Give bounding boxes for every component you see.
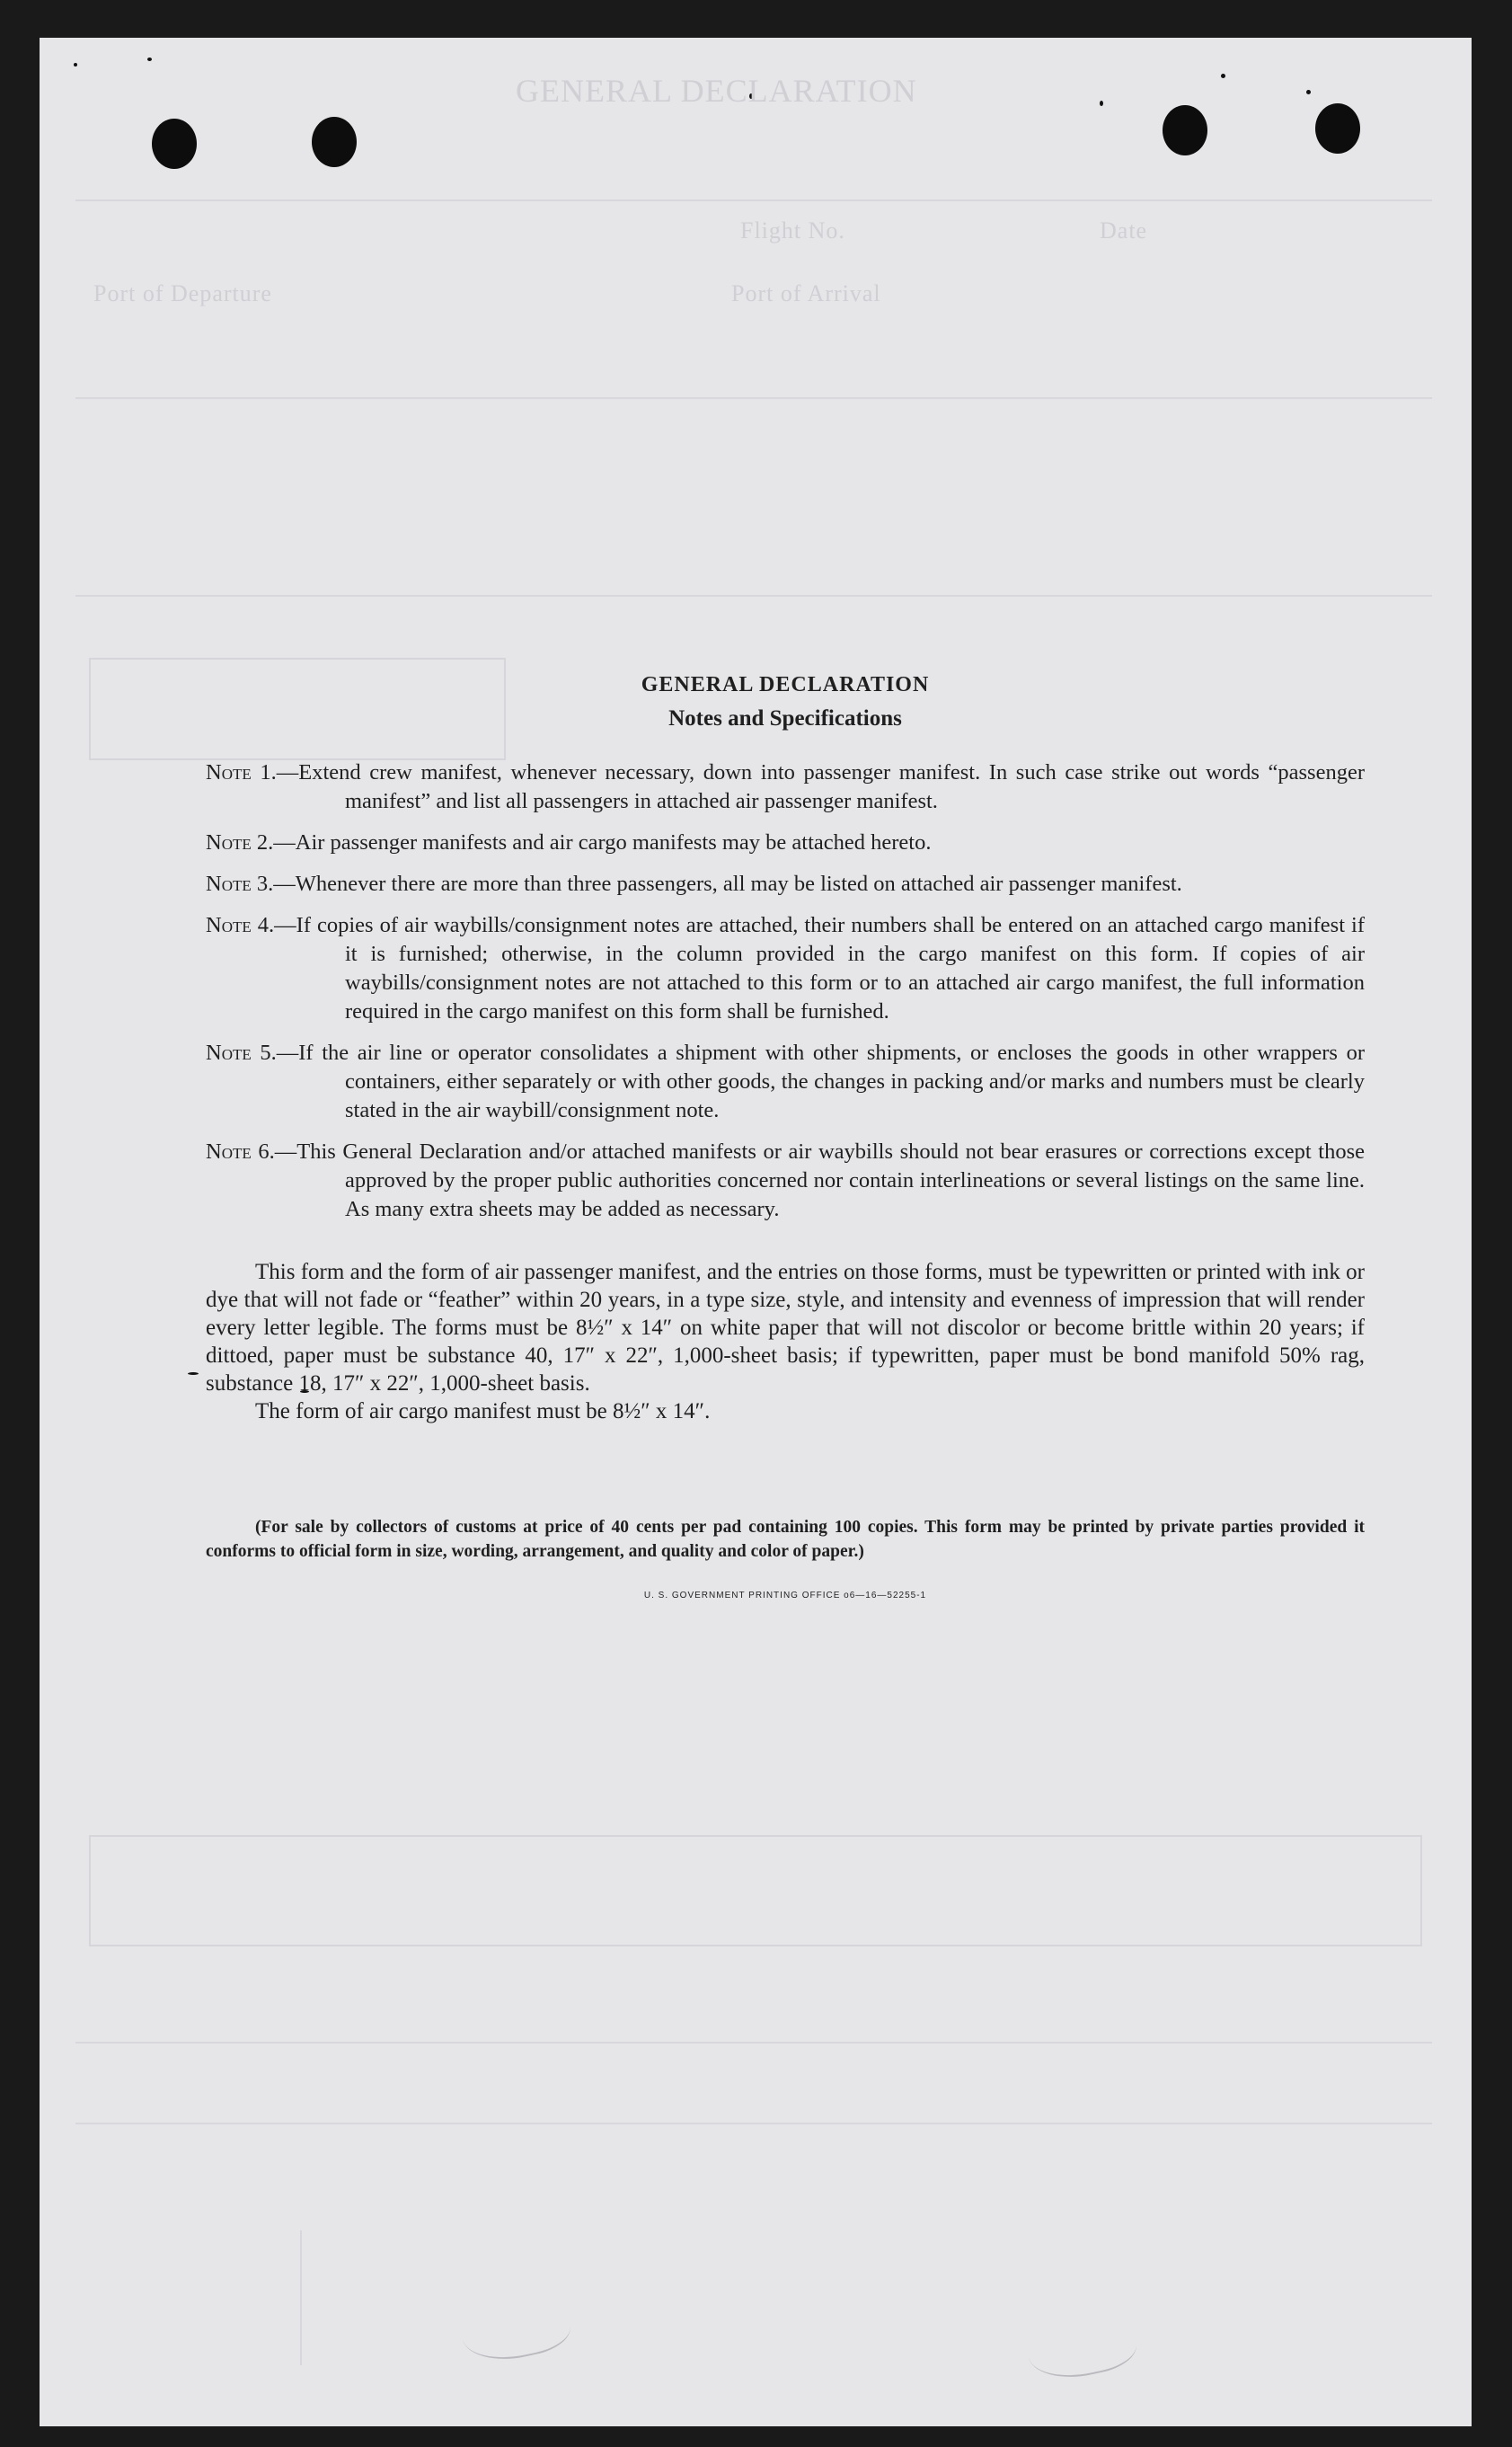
bleed-through-header: GENERAL DECLARATION bbox=[516, 73, 917, 109]
note-text: —Air passenger manifests and air cargo manifests may be attached hereto. bbox=[273, 830, 932, 855]
note-6 bbox=[206, 1138, 1365, 1224]
cargo-specification: The form of air cargo manifest must be 8½″ x 14″. bbox=[255, 1399, 711, 1423]
document-page bbox=[40, 38, 1472, 2426]
bleed-through-rule bbox=[75, 2042, 1432, 2044]
bleed-through-rule bbox=[75, 199, 1432, 201]
punch-hole bbox=[312, 117, 357, 167]
signature-mark bbox=[457, 2292, 574, 2369]
bleed-through-rule bbox=[300, 2230, 302, 2365]
note-text: —Whenever there are more than three passengers, all may be listed on attached air passenger manifest. bbox=[273, 872, 1182, 896]
form-specification: This form and the form of air passenger manifest, and the entries on those forms, must be typewritten or printed with ink or dye that will not fade or “feather” within 20 years, in a type size, style, and intensity and evenness of impression that will render every letter legible. The forms must be 8½″ x 14″ on white paper that will not discolor or become brittle within 20 years; if dittoed, paper must be substance 40, 17″ x 22″, 1,000-sheet basis; if typewritten, paper must be bond manifold 50% rag, substance 18, 17″ x 22″, 1,000-sheet basis. bbox=[206, 1260, 1365, 1396]
sale-note: (For sale by collectors of customs at price of 40 cents per pad containing 100 copies. This form may be printed by private parties provided it conforms to official form in size, wording, arrangement, and quality and color of paper.) bbox=[206, 1518, 1365, 1561]
note-label: Note 2. bbox=[206, 830, 274, 855]
ink-speck bbox=[1306, 90, 1311, 94]
note-1 bbox=[206, 758, 1365, 816]
punch-hole bbox=[1315, 103, 1360, 154]
printer-imprint: U. S. GOVERNMENT PRINTING OFFICE o6—16—52255-1 bbox=[643, 1591, 927, 1600]
page-subtitle: Notes and Specifications bbox=[668, 706, 902, 731]
note-4 bbox=[206, 911, 1365, 1026]
note-label: Note 3. bbox=[206, 872, 274, 896]
bleed-through-rule bbox=[75, 595, 1432, 597]
ink-speck bbox=[147, 58, 152, 61]
punch-hole bbox=[1163, 105, 1207, 155]
note-5 bbox=[206, 1039, 1365, 1125]
bleed-through-field: Flight No. bbox=[740, 217, 845, 244]
bleed-through-table bbox=[89, 1835, 1422, 1946]
signature-mark bbox=[1023, 2310, 1140, 2387]
ink-speck bbox=[188, 1372, 199, 1375]
page-title: GENERAL DECLARATION bbox=[641, 673, 930, 696]
note-label: Note 6. bbox=[206, 1139, 275, 1164]
bleed-through-field: Date bbox=[1100, 217, 1148, 244]
note-text: —Extend crew manifest, whenever necessary, down into passenger manifest. In such case strike out words “passenger manifest” and list all passengers in attached air passenger manifest. bbox=[276, 760, 1366, 813]
bleed-through-field: Port of Arrival bbox=[731, 280, 881, 306]
note-label: Note 4. bbox=[206, 913, 275, 937]
notes-section bbox=[206, 667, 1365, 1600]
note-label: Note 5. bbox=[206, 1041, 277, 1065]
note-text: —If copies of air waybills/consignment notes are attached, their numbers shall be entered on an attached cargo manifest if it is furnished; otherwise, in the column provided in the cargo manifest on this form. If copies of air waybills/consignment notes are not attached to this form or to an attached air cargo manifest, the full information required in the cargo manifest on this form shall be furnished. bbox=[274, 913, 1365, 1024]
ink-speck bbox=[1100, 101, 1103, 106]
bleed-through-rule bbox=[75, 397, 1432, 399]
bleed-through-field: Port of Departure bbox=[93, 280, 272, 306]
note-text: —If the air line or operator consolidates a shipment with other shipments, or encloses the goods in other wrappers or containers, either separately or with other goods, the changes in packing and/or marks and numbers must be clearly stated in the air waybill/consignment note. bbox=[276, 1041, 1365, 1122]
bleed-through-rule bbox=[75, 2123, 1432, 2124]
note-label: Note 1. bbox=[206, 760, 277, 785]
ink-speck bbox=[74, 63, 77, 66]
note-3 bbox=[206, 870, 1365, 899]
punch-hole bbox=[152, 119, 197, 169]
ink-speck bbox=[1221, 74, 1225, 78]
note-2 bbox=[206, 829, 1365, 857]
note-text: —This General Declaration and/or attached manifests or air waybills should not bear erasures or corrections except those approved by the proper public authorities concerned nor contain interlineations or several listings on the same line. As many extra sheets may be added as necessary. bbox=[274, 1139, 1365, 1221]
